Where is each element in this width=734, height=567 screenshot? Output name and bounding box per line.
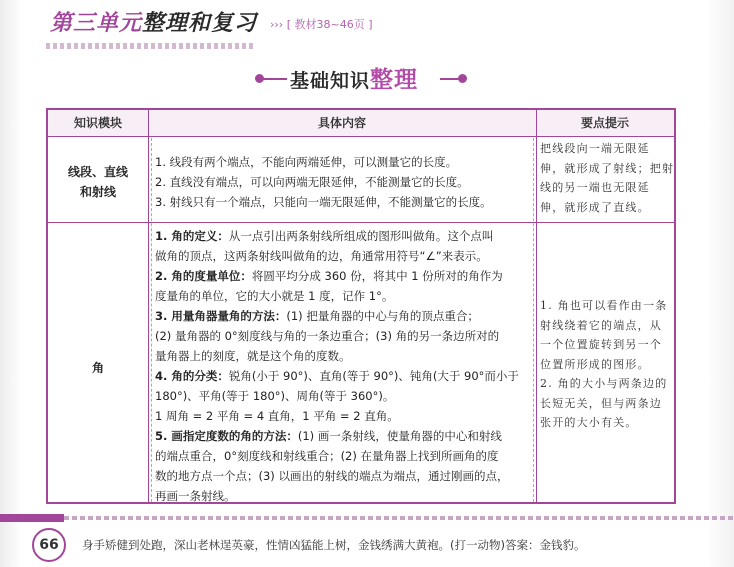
column-header-tips: 要点提示 bbox=[580, 116, 629, 130]
column-header-module: 知识模块 bbox=[73, 116, 122, 130]
tip-line: 射线绕着它的端点，从 bbox=[540, 318, 662, 332]
tips-angle bbox=[540, 296, 674, 433]
column-divider bbox=[148, 110, 149, 502]
content-text: 从一点引出两条射线所组成的图形叫做角。这个点叫 bbox=[228, 229, 494, 243]
section-title-accent: 整理 bbox=[370, 67, 419, 93]
content-line: (2) 量角器的 0°刻度线与角的一条边重合；(3) 角的另一条边所对的 bbox=[155, 329, 500, 343]
tips-lines-rays bbox=[540, 139, 674, 217]
tip-line: 2. 角的大小与两条边的 bbox=[540, 377, 668, 390]
tip-line: 伸，就形成了直线。 bbox=[540, 200, 650, 214]
section-line-left bbox=[263, 78, 287, 80]
module-lines-rays bbox=[48, 162, 148, 202]
content-line bbox=[155, 306, 537, 326]
content-line: 度量角的单位，它的大小就是 1 度，记作 1°。 bbox=[155, 289, 394, 303]
content-line bbox=[155, 266, 537, 286]
tip-line: 伸，就形成了射线；把射 bbox=[540, 161, 675, 175]
section-title-main: 基础知识 bbox=[290, 70, 371, 92]
content-line bbox=[155, 226, 537, 246]
tip-line: 1. 角也可以看作由一条 bbox=[540, 299, 668, 312]
module-label: 线段、直线 bbox=[67, 165, 128, 179]
content-heading: 2. 角的度量单位： bbox=[155, 269, 252, 283]
page-number: 66 bbox=[32, 528, 66, 562]
content-line: 的端点重合，0°刻度线和射线重合；(2) 在量角器上找到所画角的度 bbox=[155, 449, 499, 463]
decorative-stripe bbox=[46, 43, 254, 49]
content-line: 180°)、平角(等于 180°)、周角(等于 360°)。 bbox=[155, 389, 395, 403]
module-label: 角 bbox=[91, 361, 104, 375]
unit-title bbox=[50, 6, 257, 37]
textbook-range: ››› [ 教材38~46页 ] bbox=[270, 18, 373, 31]
content-heading: 1. 角的定义： bbox=[155, 229, 229, 243]
content-line: 再画一条射线。 bbox=[155, 489, 236, 503]
content-text: 将圆平均分成 360 份，将其中 1 份所对的角作为 bbox=[251, 269, 503, 283]
content-line: 量角器上的刻度，就是这个角的度数。 bbox=[155, 349, 351, 363]
content-text: (1) 画一条射线，使量角器的中心和射线 bbox=[297, 429, 502, 443]
tip-line: 一个位置旋转到另一个 bbox=[540, 338, 662, 351]
content-lines-rays bbox=[155, 152, 537, 212]
footer-riddle: 身手矫健到处跑，深山老林逞英豪，性情凶猛能上树，金钱绣满大黄袍。(打一动物)答案：金钱豹。 bbox=[82, 538, 586, 552]
column-header-content: 具体内容 bbox=[317, 116, 366, 130]
content-heading: 3. 用量角器量角的方法： bbox=[155, 309, 287, 323]
content-line: 做角的顶点，这两条射线叫做角的边，角通常用符号“∠”来表示。 bbox=[155, 249, 488, 263]
module-label: 和射线 bbox=[79, 185, 116, 199]
tip-line: 位置所形成的图形。 bbox=[540, 357, 650, 371]
tip-line: 张开的大小有关。 bbox=[540, 416, 638, 429]
footer-stripe bbox=[0, 516, 734, 520]
tip-line: 长短无关，但与两条边 bbox=[540, 396, 662, 410]
content-angle bbox=[155, 226, 537, 506]
unit-number: 第三单元 bbox=[50, 11, 143, 36]
content-line: 3. 射线只有一个端点，只能向一端无限延伸，不能测量它的长度。 bbox=[155, 195, 492, 209]
footer-accent-bar bbox=[0, 514, 64, 522]
section-dot-right bbox=[458, 74, 467, 83]
content-line bbox=[155, 366, 537, 386]
dashed-guide bbox=[151, 138, 152, 502]
content-line: 1. 线段有两个端点，不能向两端延伸，可以测量它的长度。 bbox=[155, 155, 458, 169]
content-text: (1) 把量角器的中心与角的顶点重合； bbox=[286, 309, 479, 323]
table-header bbox=[48, 110, 674, 137]
tip-line: 把线段向一端无限延 bbox=[540, 142, 650, 155]
knowledge-table bbox=[46, 108, 676, 504]
content-heading: 5. 画指定度数的角的方法： bbox=[155, 429, 298, 443]
row-divider bbox=[48, 222, 674, 223]
content-line: 1 周角 = 2 平角 = 4 直角，1 平角 = 2 直角。 bbox=[155, 409, 399, 423]
module-angle bbox=[48, 358, 148, 378]
tip-line: 线的另一端也无限延 bbox=[540, 181, 650, 194]
content-text: 锐角(小于 90°)、直角(等于 90°)、钝角(大于 90°而小于 bbox=[228, 369, 519, 383]
section-line-right bbox=[440, 78, 460, 80]
unit-name: 整理和复习 bbox=[142, 11, 258, 36]
content-heading: 4. 角的分类： bbox=[155, 369, 229, 383]
content-line: 数的地方点一个点；(3) 以画出的射线的端点为端点，通过刚画的点， bbox=[155, 469, 509, 483]
content-line bbox=[155, 426, 537, 446]
section-title bbox=[290, 61, 418, 94]
content-line: 2. 直线没有端点，可以向两端无限延伸，不能测量它的长度。 bbox=[155, 175, 469, 189]
